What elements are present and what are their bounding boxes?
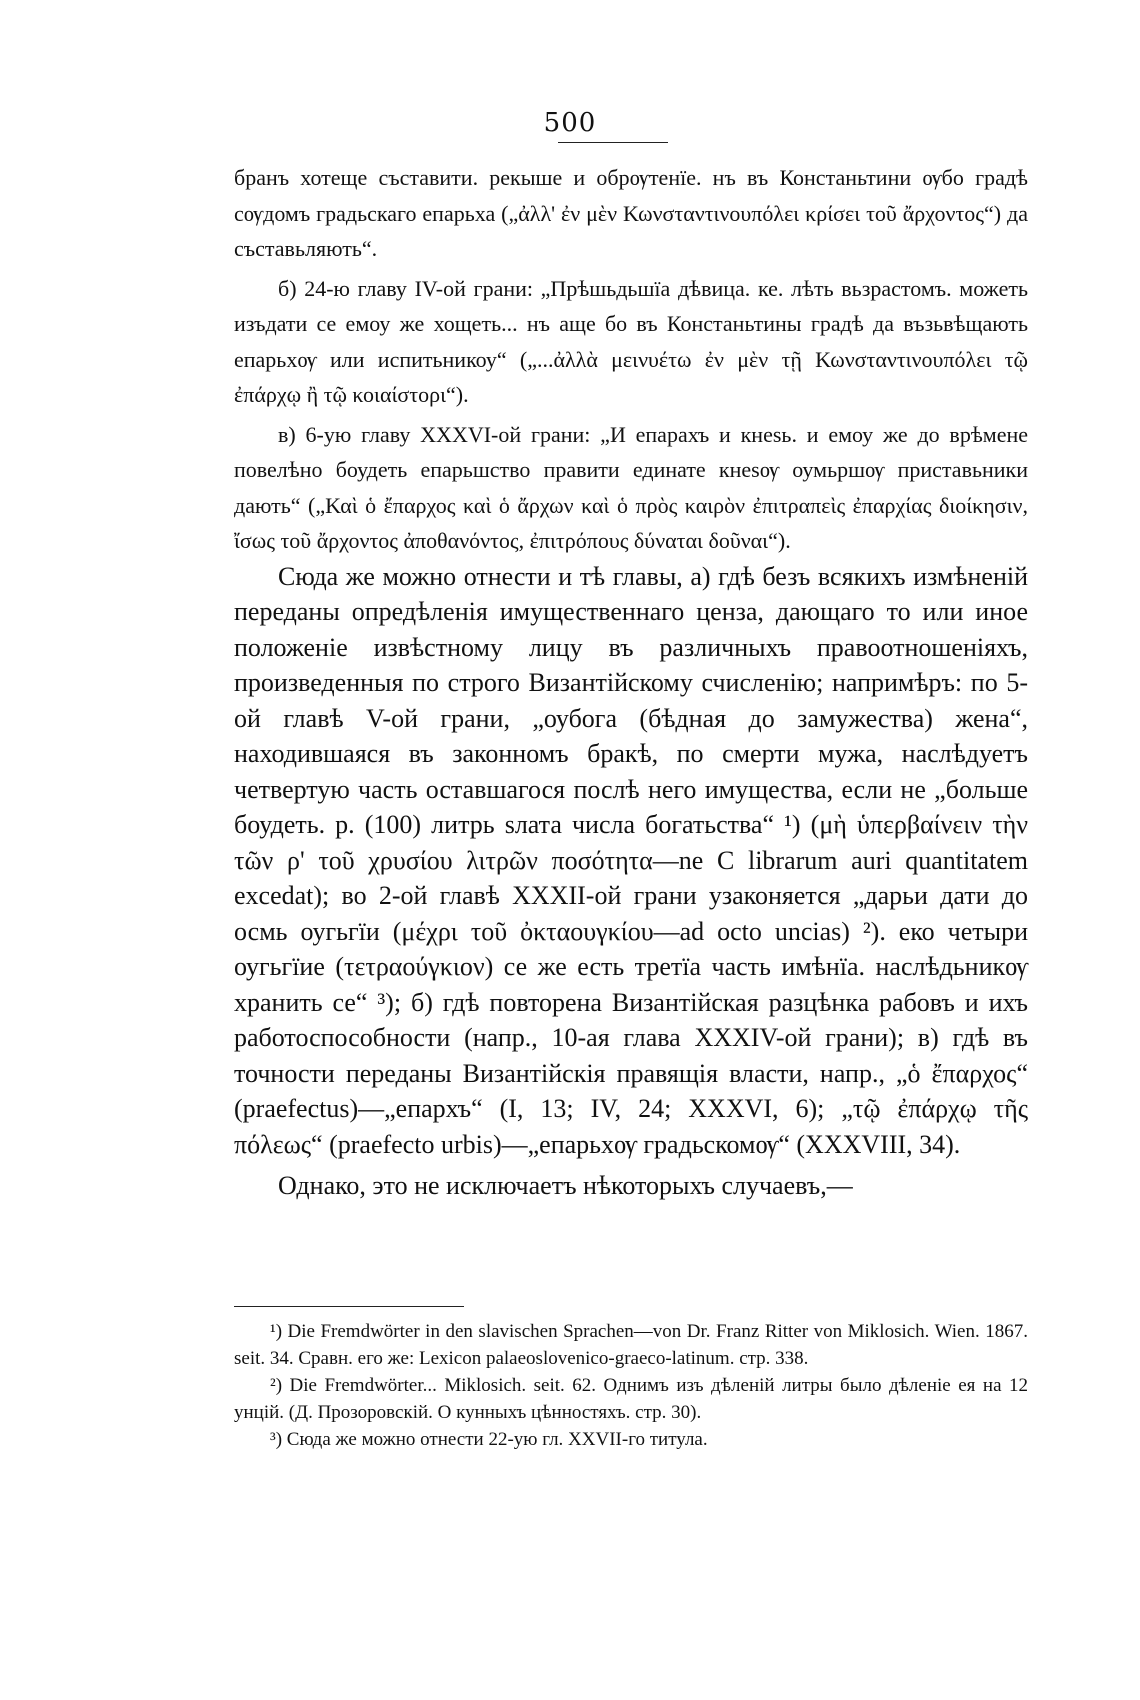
paragraph-item-v: в) 6-ую главу XXXVI-ой грани: „И епарахъ и кнеѕь. и емоу же до врѣмене повелѣно боудеть епарьшство правити единате кнеѕѹ оумьршѹ приставьники дають“ („Καὶ ὁ ἔπαρχος καὶ ὁ ἄρχων καὶ ὁ πρὸς καιρὸν ἐπιτραπεὶς ἐπαρχίας διοίκησιν, ἴσως τοῦ ἄρχοντος ἀποθανόντος, ἐπιτρόπους δύναται δοῦναι“). xyxy=(234,421,1028,553)
paragraph-item-b: б) 24-ю главу IV-ой грани: „Прѣшьдьшїа дѣвица. ке. лѣть вьзрастомъ. можеть изъдати се емоу же хощеть... нъ аще бо въ Констаньтины градѣ да възьвѣщають епарьхѹ или испитьникоу“ („...ἀλλὰ μεινυέτω ἐν μὲν τῇ Κωνσταντινουπόλει τῷ ἐπάρχῳ ἢ τῷ κοιαίστορι“). xyxy=(234,275,1028,407)
paragraph-quote-continuation: бранъ хотеще съставити. рекыше и обрѹтенїе. нъ въ Констаньтини ѹбо градѣ сѹдомъ градьскаго епарьха („ἀλλ' ἐν μὲν Κωνσταντινουπόλει κρίσει τοῦ ἄρχοντος“) да съставьляють“. xyxy=(234,165,1028,261)
footnote-2: ²) Die Fremdwörter... Miklosich. seit. 62. Однимъ изъ дѣленій литры было дѣленіе ея на 12 унцій. (Д. Прозоровскій. О кунныхъ цѣнностяхъ. стр. 30). xyxy=(234,1375,1028,1423)
paragraph-main: Сюда же можно отнести и тѣ главы, а) гдѣ безъ всякихъ измѣненій переданы опредѣленія имущественнаго ценза, дающаго то или иное положеніе извѣстному лицу въ различныхъ правоотношеніяхъ, произведенныя по строго Византійскому счисленію; напримѣръ: по 5-ой главѣ V-ой грани, „оубога (бѣдная до замужества) жена“, находившаяся въ законномъ бракѣ, по смерти мужа, наслѣдуетъ четвертую часть оставшагося послѣ него имущества, если не „больше боудеть. р. (100) литрь ѕлата числа богатьства“ ¹) (μὴ ὑπερβαίνειν τὴν τῶν ρ' τοῦ χρυσίου λιτρῶν ποσότητα—ne C librarum auri quantitatem excedat); во 2-ой главѣ XXXII-ой грани узаконяется „дарьи дати до осмь оугьгїи (μέχρι τοῦ ὀκταουγκίου—ad octo uncias) ²). еко четыри оугьгїие (τετραούγκιον) се же есть третїа часть имѣнїа. наслѣдьникѹ хранить се“ ³); б) гдѣ повторена Византійская разцѣнка рабовъ и ихъ работоспособности (напр., 10-ая глава XXXIV-ой грани); в) гдѣ въ точности переданы Византійскія правящія власти, напр., „ὁ ἔπαρχος“ (praefectus)—„епархъ“ (I, 13; IV, 24; XXXVI, 6); „τῷ ἐπάρχῳ τῆς πόλεως“ (praefecto urbis)—„епарьхѹ градьскомѹ“ (XXXVIII, 34). xyxy=(234,561,1028,1159)
page-number-rule xyxy=(558,142,668,143)
main-text xyxy=(234,160,1028,1204)
footnote-1: ¹) Die Fremdwörter in den slavischen Sprachen—von Dr. Franz Ritter von Miklosich. Wien. 1867. seit. 34. Сравн. его же: Lexicon palaeoslovenico-graeco-latinum. стр. 338. xyxy=(234,1321,1028,1369)
footnote-rule xyxy=(234,1306,464,1307)
footnotes xyxy=(234,1318,1028,1453)
page-number: 500 xyxy=(543,108,597,138)
footnote-3: ³) Сюда же можно отнести 22-ую гл. XXVII-го титула. xyxy=(270,1429,708,1450)
paragraph-final: Однако, это не исключаетъ нѣкоторыхъ случаевъ,— xyxy=(278,1171,853,1200)
